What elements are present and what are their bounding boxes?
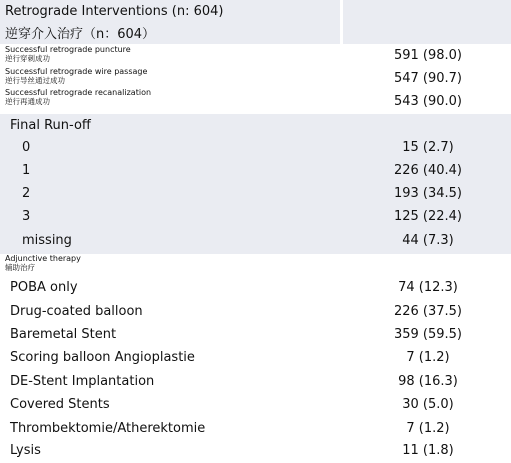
row-label-en: Successful retrograde recanalization: [5, 88, 152, 97]
column-divider: [340, 0, 343, 44]
row-label-zh: 逆行穿刺成功: [5, 54, 50, 63]
adjunctive-section: [0, 254, 511, 463]
therapy-value: 11 (1.8): [402, 443, 454, 458]
runoff-label: 0: [22, 140, 31, 155]
adjunctive-title-zh: 辅助治疗: [5, 263, 35, 272]
therapy-value: 74 (12.3): [398, 280, 458, 295]
runoff-section: [0, 114, 511, 254]
table-row: [0, 88, 511, 112]
runoff-value: 226 (40.4): [393, 163, 463, 178]
runoff-value: 193 (34.5): [393, 186, 463, 201]
row-label-en: Successful retrograde wire passage: [5, 67, 148, 76]
runoff-value: 15 (2.7): [402, 140, 454, 155]
adjunctive-title-en: Adjunctive therapy: [5, 254, 81, 263]
table-title-en: Retrograde Interventions (n: 604): [5, 4, 224, 19]
therapy-label: Scoring balloon Angioplastie: [10, 350, 195, 365]
row-label-zh: 逆行再通成功: [5, 97, 50, 106]
runoff-label: 1: [22, 163, 31, 178]
runoff-label: 3: [22, 209, 31, 224]
runoff-label: missing: [22, 233, 72, 248]
runoff-title: Final Run-off: [10, 118, 91, 133]
row-value: 543 (90.0): [393, 94, 463, 109]
therapy-label: DE-Stent Implantation: [10, 374, 155, 389]
runoff-value: 44 (7.3): [402, 233, 454, 248]
row-value: 547 (90.7): [393, 71, 463, 86]
therapy-value: 30 (5.0): [402, 397, 454, 412]
therapy-value: 7 (1.2): [406, 350, 450, 365]
table-row: [0, 66, 511, 88]
therapy-label: Baremetal Stent: [10, 327, 117, 342]
table-row: [0, 44, 511, 66]
therapy-label: POBA only: [10, 280, 78, 295]
table-title-zh: 逆穿介入治疗（n：604）: [5, 27, 156, 42]
therapy-value: 226 (37.5): [393, 304, 463, 319]
therapy-label: Thrombektomie/Atherektomie: [10, 421, 206, 436]
runoff-value: 125 (22.4): [393, 209, 463, 224]
row-value: 591 (98.0): [393, 48, 463, 63]
therapy-value: 359 (59.5): [393, 327, 463, 342]
runoff-label: 2: [22, 186, 31, 201]
row-label-en: Successful retrograde puncture: [5, 45, 131, 54]
therapy-label: Drug-coated balloon: [10, 304, 143, 319]
therapy-value: 7 (1.2): [406, 421, 450, 436]
therapy-value: 98 (16.3): [398, 374, 458, 389]
therapy-label: Lysis: [10, 443, 41, 458]
table-header-row: [0, 0, 511, 44]
therapy-label: Covered Stents: [10, 397, 110, 412]
row-label-zh: 逆行导丝通过成功: [5, 76, 65, 85]
